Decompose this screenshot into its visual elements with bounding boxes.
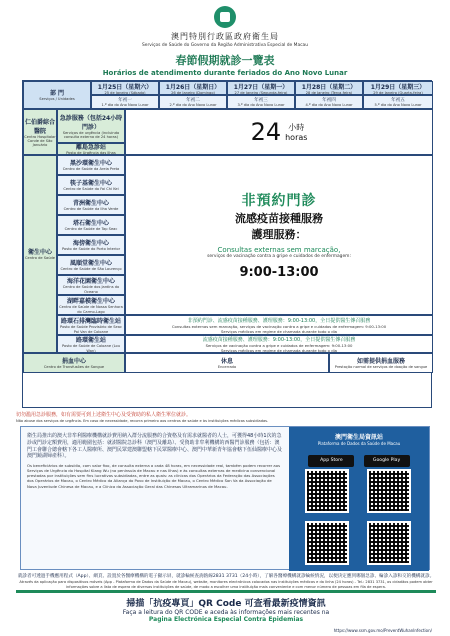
centre-name-pt: Centro de Saúde da Ilha Verde	[63, 207, 119, 212]
blood-centre-zh: 捐血中心	[61, 358, 86, 366]
lunar-day-zh: 年初四	[322, 97, 336, 103]
waiting-info	[16, 574, 436, 589]
date-header-4	[295, 81, 363, 95]
banner-zh: 掃描「抗疫專頁」QR Code 可查看最新疫情資訊	[126, 599, 326, 609]
emergency-service-cell	[57, 109, 125, 143]
warning-note	[16, 412, 436, 423]
emergency-service-zh: 急診服務（包括24小時門診）	[59, 114, 123, 131]
subsidy-info-zh: 衛生局推出的澳大非牟利醫療機構就診費用納入群分流服務的合資格及有需求就醫者的人士，可獲得48小時1次的急診或門診定額費用，適用範圍包括：就澍醫院急診科（澳門及離島）、受資助非牟利機構的西醫門診服務（包括：澳門工會聯合總會轄下各工人醫療所、澳門民眾建澳聯盟轄下民眾醫療中心、澳門中華新青年協會轄下伍仙醫療中心及澳門鏡湖婦產科）。	[27, 433, 283, 460]
nursing-service-zh: 護理服務：	[251, 228, 307, 241]
centre-name-zh: 青洲衛生中心	[72, 200, 109, 208]
date-zh: 1月25日（星期六）	[97, 83, 153, 91]
header	[0, 0, 450, 77]
centre-row	[57, 235, 125, 255]
centre-row	[57, 215, 125, 235]
hours-number: 24	[250, 118, 282, 146]
department-name-zh: 澳門特別行政區政府衛生局	[171, 32, 279, 41]
date-pt: 28 de Janeiro (Terça-feira)	[305, 90, 353, 95]
waiting-info-pt: Através da aplicação para dispositivos móveis (App - Plataforma de Dados da Saúde de Macau), website, monitores electrónicos colocados nas instituições médicas e da linha (24 horas) - Tel.: 2831 3731, os cidadãos podem obter informações sobre a lista de espera de diversas instituições de saúde, de modo a escolher uma instituição mais conveniente e com menor número de pessoas em fila de espera.	[19, 579, 433, 589]
centre-row	[57, 195, 125, 215]
lunar-day-zh: 年初二	[186, 97, 200, 103]
coloane-pt: Posto de Saúde de Coloane (Lou Wan)	[61, 344, 121, 353]
centre-name-pt: Centro de Saúde dos Jardins do Oceano	[62, 285, 120, 294]
date-zh: 1月26日（星期日）	[165, 83, 221, 91]
date-pt: 27 de Janeiro (Segunda-feira)	[234, 90, 288, 95]
date-header-3	[227, 81, 295, 95]
health-centres-group-cell	[23, 155, 57, 353]
lunar-day-3	[227, 95, 295, 109]
centres-hours-time: 9:00-13:00	[239, 265, 319, 280]
google-play-label: Google Play	[372, 458, 401, 463]
qr-code-icon[interactable]	[367, 521, 411, 565]
warning-note-pt: Não abuse dos serviços de urgência. Em caso de necessidade, recorra primeiro aos centros de saúde e às instituições médicas subsidiadas.	[16, 418, 269, 423]
centre-name-zh: 黑沙環衛生中心	[69, 160, 112, 168]
blood-centre-cell	[23, 353, 125, 373]
consult-pt: Consultas externas sem marcação,	[217, 246, 341, 254]
waiting-info-zh: 就診者可透過手機應用程式（App）、網頁、設置於各醫療機構的電子顯示屏，就診輪候查詢熱線2831 3731（24小時），了解各醫療機構就診輪候情況，以便決定應到哪個急診、輪診入診和交的機構就診。	[17, 574, 435, 579]
subsidy-info	[27, 433, 282, 489]
banner-url-link[interactable]: https://www.ssm.gov.mo/PreventWuhanInfection/	[333, 628, 432, 633]
closed-pt: Encerrado	[217, 365, 237, 370]
blood-centre-pt: Centro de Transfusões de Sangue	[43, 365, 105, 370]
app-store-label: App Store	[320, 458, 343, 463]
centre-row	[57, 275, 125, 295]
dept-header-zh: 部 門	[49, 90, 65, 98]
centre-name-zh: 海傍衛生中心	[72, 240, 109, 248]
seac-pai-van-hours-pt2: Serviços médicos em regime de chamada durante todo o dia	[220, 328, 338, 334]
page-title-pt: Horários de atendimento durante feriados do Ano Novo Lunar	[102, 69, 348, 77]
date-header-5	[363, 81, 433, 95]
donation-pt: Prestação normal de serviços de doação de sangue	[334, 365, 428, 370]
department-name-pt: Serviços de Saúde do Governo da Região Administrativa Especial de Macau	[141, 43, 309, 48]
hospital-name-zh: 仁伯爵綜合醫院	[24, 118, 55, 135]
centre-name-pt: Centro de Saúde de São Lourenço	[60, 267, 122, 272]
centre-name-pt: Centro de Saúde da Areia Preta	[62, 167, 120, 172]
lunar-day-pt: 5.º dia do Ano Novo Lunar	[374, 102, 422, 107]
hours-pt: horas	[285, 133, 308, 142]
date-header-1	[91, 81, 159, 95]
date-zh: 1月27日（星期一）	[233, 83, 289, 91]
seac-pai-van-hours-pt: Consultas externas sem marcação, serviços de vacinação contra a gripe e cuidados de enfermagem: 9:00-13:00	[171, 323, 387, 329]
info-box	[20, 426, 430, 570]
hours-zh: 小時	[288, 123, 305, 132]
consult-pt-detail: serviços de vacinação contra a gripe e cuidados de enfermagem:	[207, 254, 351, 259]
centre-name-pt: Centro de Saúde do Fai Chi Kei	[63, 187, 119, 192]
centre-row	[57, 255, 125, 275]
centre-name-pt: Centro de Saúde de Tap Seac	[64, 227, 118, 232]
seac-pai-van-hours	[125, 315, 433, 335]
page-title-zh: 春節假期就診一覽表	[175, 54, 275, 67]
centre-name-zh: 海洋花園衛生中心	[66, 278, 115, 286]
app-title-pt: Plataforma de Dados da Saúde de Macau	[317, 441, 401, 446]
epidemic-banner	[16, 590, 436, 634]
date-zh: 1月28日（星期二）	[301, 83, 357, 91]
blood-donation-cell	[329, 353, 433, 373]
seac-pai-van-zh: 路環石排灣臨時衛生站	[60, 318, 121, 326]
banner-pt-bold: Pagina Electrónica Especial Contra Epidemias	[148, 616, 304, 623]
lunar-day-pt: 4.º dia do Ano Novo Lunar	[305, 102, 353, 107]
lunar-day-1	[91, 95, 159, 109]
health-bureau-logo-icon	[214, 6, 236, 28]
lunar-day-pt: 3.º dia do Ano Novo Lunar	[237, 102, 285, 107]
dept-header-pt: Serviços / Unidades	[39, 97, 75, 102]
date-zh: 1月29日（星期三）	[370, 83, 426, 91]
emergency-service-pt: Serviços de urgência (incluindo consulta externa de 24 horas)	[62, 130, 120, 139]
lunar-day-pt: 1.º dia do Ano Novo Lunar	[101, 102, 149, 107]
lunar-day-zh: 年初一	[118, 97, 132, 103]
no-appointment-zh: 非預約門診	[241, 193, 317, 209]
emergency-hours-cell	[125, 109, 433, 155]
islands-emergency-zh: 離島急診站	[75, 144, 106, 152]
seac-pai-van-cell	[57, 315, 125, 335]
coloane-hours	[125, 335, 433, 353]
donation-zh: 如需提供捐血服務	[356, 358, 405, 366]
qr-code-icon[interactable]	[305, 469, 349, 513]
qr-code-icon[interactable]	[367, 469, 411, 513]
centre-name-zh: 筷子基衛生中心	[69, 180, 112, 188]
centre-row	[57, 295, 125, 315]
health-centres-zh: 衛生中心	[27, 249, 52, 257]
coloane-cell	[57, 335, 125, 353]
centre-row	[57, 155, 125, 175]
hours-label	[285, 122, 307, 142]
lunar-day-zh: 年初三	[254, 97, 268, 103]
centre-name-zh: 湖畔嘉模衛生中心	[66, 298, 115, 306]
google-play-button[interactable]	[364, 455, 410, 467]
date-header-2	[159, 81, 227, 95]
coloane-zh: 路環衛生站	[75, 337, 106, 345]
seac-pai-van-hours-zh: 非預約門診、流感疫苗接種服務、護理服務：9:00-13:00，全日提供醫生傳召服務	[187, 317, 371, 324]
date-pt: 26 de Janeiro (Domingo)	[171, 90, 215, 95]
lunar-day-5	[363, 95, 433, 109]
date-pt: 29 de Janeiro (Quarta-feira)	[373, 90, 423, 95]
lunar-day-4	[295, 95, 363, 109]
centre-name-zh: 塔石衛生中心	[72, 220, 109, 228]
lunar-day-2	[159, 95, 227, 109]
coloane-hours-pt2: Serviços médicos em regime de chamada durante todo o dia	[220, 347, 338, 353]
schedule-table	[22, 80, 432, 408]
centre-name-pt: Centro de Saúde de Nossa Senhora do Carmo-Lago	[59, 305, 123, 314]
hospital-cell	[23, 109, 57, 155]
seac-pai-van-pt: Posto de Saúde Provisório de Seac Pai Van de Coloane	[60, 325, 122, 334]
app-download-panel	[289, 427, 429, 571]
warning-note-zh: 切勿濫用急診服務，如有需要可到上述衛生中心及受資助的私人衛生單位就診。	[16, 412, 192, 418]
hospital-name-pt: Centro Hospitalar Conde de São Januário	[24, 134, 56, 148]
app-store-button[interactable]	[308, 455, 354, 467]
coloane-hours-pt: Serviços de vacinação contra a gripe e cuidados de enfermagem: 9:00-13:00	[205, 342, 353, 348]
health-centres-pt: Centro de Saúde	[24, 256, 56, 261]
qr-code-icon[interactable]	[305, 521, 349, 565]
centre-name-pt: Posto de Saúde do Porto Interior	[61, 247, 121, 252]
lunar-day-zh: 年初五	[391, 97, 405, 103]
coloane-hours-zh: 流感疫苗接種服務、護理服務：9:00-13:00，全日提供醫生傳召服務	[202, 336, 356, 343]
app-title-zh: 澳門衛生局資訊站	[334, 434, 383, 441]
centre-row	[57, 175, 125, 195]
vaccine-service-zh: 流感疫苗接種服務	[235, 212, 323, 225]
subsidy-info-pt: Os beneficiários de subsídio, com valor fixo, de consulta externa a cada 48 horas, em necessidade real, também podem recorrer aos Serviços de Urgência do Hospital Kiang Wu (na península de Macau e nas Ilhas) e às consultas externas de medicina convencional prestadas por instituições sem fins lucrativos subsidiadas, entre as quais: as clínicas dos Operários da Federação das Associações dos Operários de Macau, o Centro Médico da Aliança do Povo de Instituição de Macau, o Centro Médico Son Va da Associação de Nova Juventude Chinesa de Macau, e a Clínica da Associação Geral das Chinesas Ultramarinos de Macau.	[27, 463, 281, 489]
closed-zh: 休息	[220, 358, 233, 366]
date-pt: 25 de Janeiro (Sábado)	[104, 90, 146, 95]
banner-pt: Faça a leitura do QR CODE e aceda às informações mais recentes na	[122, 609, 330, 616]
blood-closed-cell	[125, 353, 329, 373]
centre-name-zh: 風順堂衛生中心	[69, 260, 112, 268]
dept-header-cell	[23, 81, 91, 109]
lunar-day-pt: 2.º dia do Ano Novo Lunar	[169, 102, 217, 107]
islands-emergency-cell	[57, 143, 125, 155]
centres-hours-cell	[125, 155, 433, 315]
islands-emergency-pt: Posto de Urgência das Ilhas	[66, 151, 116, 156]
